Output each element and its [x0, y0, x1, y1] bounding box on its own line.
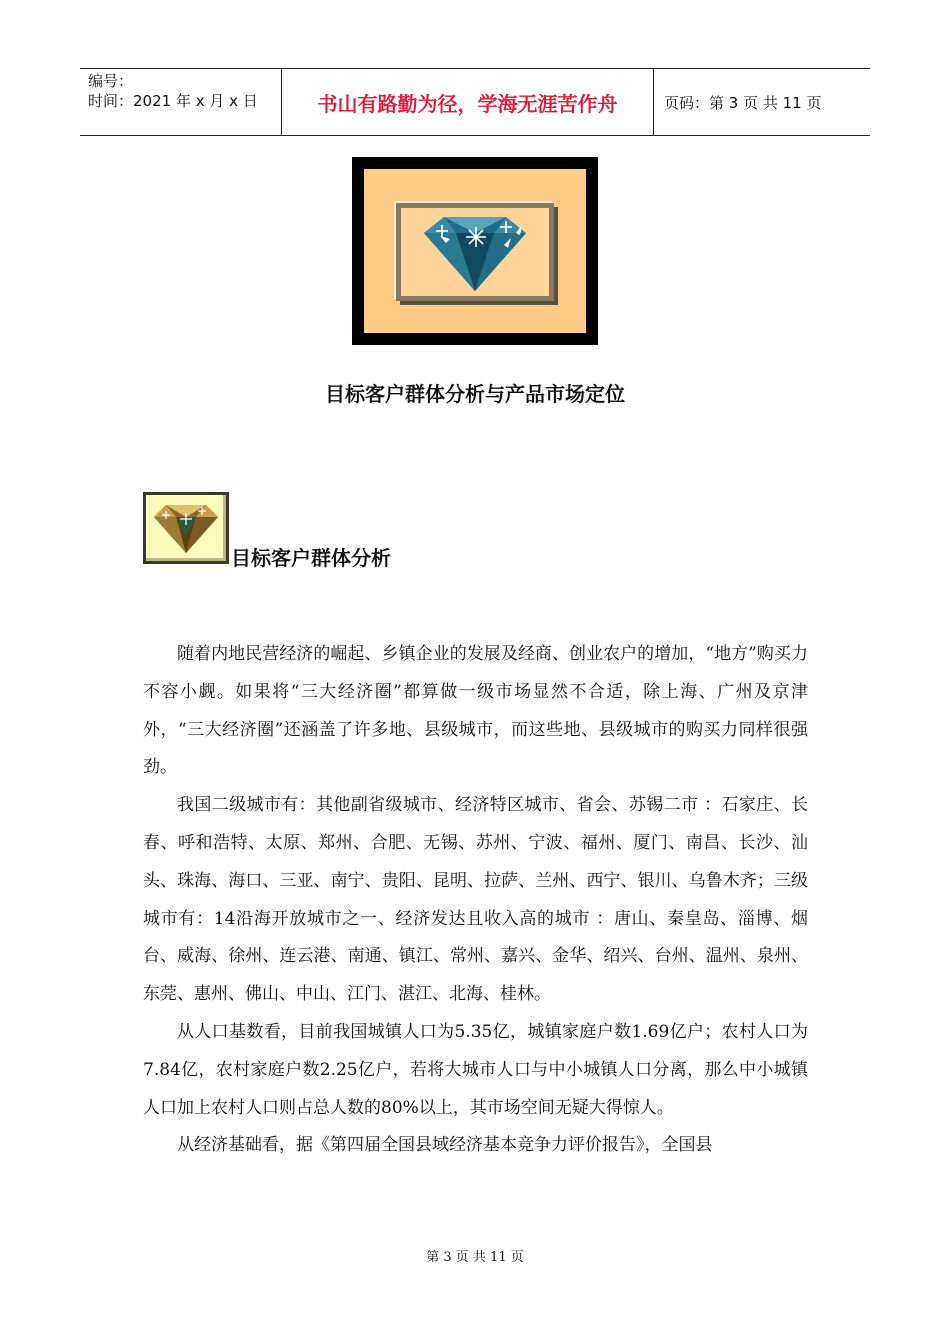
paragraph: 从人口基数看，目前我国城镇人口为5.35亿，城镇家庭户数1.69亿户；农村人口为7.84亿，农村家庭户数2.25亿户，若将大城市人口与中小城镇人口分离，那么中小城镇人口加上农村人口则占总人数的80%以上，其市场空间无疑大得惊人。: [143, 1021, 808, 1118]
time-label: 时间：2021 年 x 月 x 日: [88, 92, 258, 110]
number-label: 编号：: [88, 72, 134, 90]
header-motto: 书山有路勤为径，学海无涯苦作舟: [282, 69, 654, 135]
paragraph: 随着内地民营经济的崛起、乡镇企业的发展及经商、创业农户的增加，“地方”购买力不容小觑。如果将“三大经济圈”都算做一级市场显然不合适，除上海、广州及京津外，“三大经济圈”还涵盖了许多地、县级城市，而这些地、县级城市的购买力同样很强劲。: [143, 644, 808, 778]
hero-inner-panel: [396, 203, 554, 301]
header-meta: [80, 69, 282, 135]
paragraph: 我国二级城市有：其他副省级城市、经济特区城市、省会、苏锡二市 ：石家庄、长春、呼和浩特、太原、郑州、合肥、无锡、苏州、宁波、福州、厦门、南昌、长沙、汕头、珠海、海口、三亚、南宁、贵阳、昆明、拉萨、兰州、西宁、银川、乌鲁木齐；三级城市有：14沿海开放城市之一、经济发达且收入高的城市 ：唐山、秦皇岛、淄博、烟台、威海、徐州、连云港、南通、镇江、常州、嘉兴、金华、绍兴、台州、温州、泉州、东莞、惠州、佛山、中山、江门、湛江、北海、桂林。: [143, 795, 808, 1005]
page-footer: 第 3 页 共 11 页: [426, 1250, 524, 1265]
page-header: [80, 68, 870, 136]
diamond-icon: [396, 203, 554, 301]
paragraph: 从经济基础看，据《第四届全国县域经济基本竞争力评价报告》，全国县: [177, 1135, 713, 1156]
hero-image: [352, 157, 598, 345]
document-title: 目标客户群体分析与产品市场定位: [325, 382, 625, 406]
section-icon-frame: [143, 492, 229, 564]
hero-mat: [364, 169, 586, 333]
diamond-icon: [146, 495, 226, 561]
header-page-info: 页码：第 3 页 共 11 页: [664, 93, 822, 112]
section-heading: 目标客户群体分析: [231, 546, 391, 570]
body-text: [143, 636, 808, 1165]
